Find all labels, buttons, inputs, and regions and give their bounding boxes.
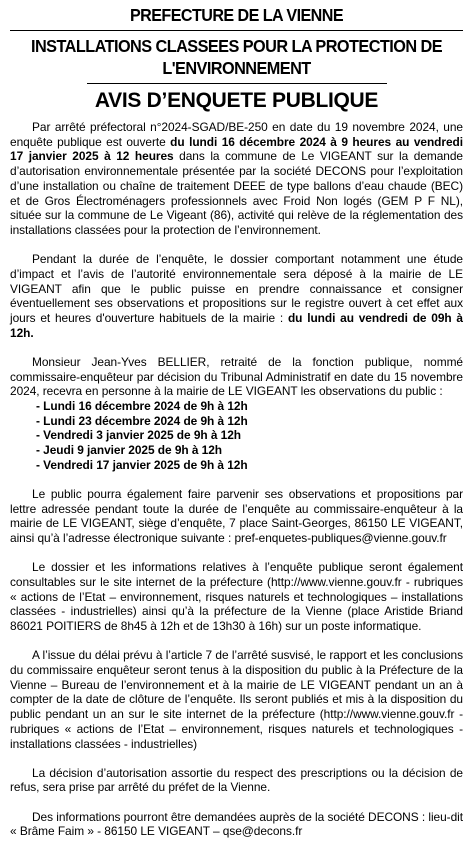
paragraph-contact: Des informations pourront être demandées auprès de la société DECONS : lieu-dit « Brâme Faim » - 86150 LE VIGEANT – qse@decons.fr: [10, 809, 463, 839]
notice-body: [10, 120, 463, 839]
paragraph-arrete: [10, 120, 463, 238]
paragraph-consultation: Le dossier et les informations relatives à l’enquête publique seront également consultables sur le site internet de la préfecture (http://www.vienne.gouv.fr - rubriques « actions de l’Etat – environnement, risques naturels et technologiques – installations classées - industrielles) ainsi qu’à la préfecture de la Vienne (place Aristide Briand 86021 POITIERS de 8h45 à 12h et de 13h30 à 16h) sur un poste informatique.: [10, 560, 463, 634]
list-item: - Vendredi 17 janvier 2025 de 9h à 12h: [36, 457, 248, 472]
list-item: - Lundi 16 décembre 2024 de 9h à 12h: [36, 398, 248, 413]
paragraph-dossier: [10, 252, 463, 340]
subtitle-line-1: INSTALLATIONS CLASSEES POUR LA PROTECTION DE: [31, 36, 442, 56]
divider: [87, 83, 387, 84]
notice-title: AVIS D’ENQUETE PUBLIQUE: [94, 89, 379, 112]
notice-subtitle: [10, 35, 463, 79]
paragraph-decision: La décision d’autorisation assortie du respect des prescriptions ou la décision de refus, sera prise par arrêté du préfet de la Vienne.: [10, 765, 463, 795]
subtitle-line-2: L'ENVIRONNEMENT: [162, 58, 311, 78]
divider: [10, 30, 463, 31]
enquiry-period: du lundi 16 décembre 2024 à 9 heures au vendredi 17 janvier 2025 à 12 heures: [10, 134, 463, 164]
paragraph-text: Par arrêté préfectoral n°2024-SGAD/BE-250 en date du 19 novembre 2024, une enquête publique est ouverte: [10, 120, 463, 149]
list-item: - Vendredi 3 janvier 2025 de 9h à 12h: [36, 428, 242, 443]
list-item: - Lundi 23 décembre 2024 de 9h à 12h: [36, 413, 248, 428]
permanence-dates-list: [36, 399, 463, 473]
paragraph-commissaire: Monsieur Jean-Yves BELLIER, retraité de la fonction publique, nommé commissaire-enquêteur par décision du Tribunal Administratif en date du 15 novembre 2024, recevra en personne à la mairie de LE VIGEANT les observations du public :: [10, 354, 463, 399]
paragraph-text: dans la commune de Le VIGEANT sur la demande d’autorisation environnementale présentée par la société DECONS pour l’exploitation d’une installation ou chaîne de traitement DEEE de type ballons d’eau chaude (BEC) et de Gros Électroménagers professionnels avec Froid Non logés (GEM P F NL), située sur la commune de Le Vigeant (86), activité qui relève de la réglementation des installations classées pour la protection de l’environnement.: [10, 149, 463, 237]
prefecture-heading: PREFECTURE DE LA VIENNE: [129, 5, 344, 25]
paragraph-rapport: A l’issue du délai prévu à l’article 7 de l’arrêté susvisé, le rapport et les conclusions du commissaire enquêteur seront tenus à la disposition du public à la Préfecture de la Vienne – Bureau de l’environnement et à la mairie de LE VIGEANT pendant un an à compter de la date de clôture de l’enquête. Ils seront publiés et mis à la disposition du public pendant un an sur le site internet de la préfecture (http://www.vienne.gouv.fr - rubriques « actions de l’Etat – environnement, risques naturels et technologiques - installations classées - industrielles): [10, 648, 463, 751]
paragraph-courrier: Le public pourra également faire parvenir ses observations et propositions par lettre adressée pendant toute la durée de l’enquête au commissaire-enquêteur à la mairie de LE VIGEANT, siège d’enquête, 7 place Saint-Georges, 86150 LE VIGEANT, ainsi qu’à l’adresse électronique suivante : pref-enquetes-publiques@vienne.gouv.fr: [10, 486, 463, 546]
paragraph-text: Pendant la durée de l’enquête, le dossier comportant notamment une étude d’impact et l’avis de l’autorité environnementale sera déposé à la mairie de LE VIGEANT afin que le public puisse en prendre connaissance et consigner éventuellement ses observations et propositions sur le registre ouvert à cet effet aux jours et heures d'ouverture habituels de la mairie :: [10, 252, 463, 325]
opening-hours: du lundi au vendredi de 09h à 12h.: [10, 310, 463, 340]
list-item: - Jeudi 9 janvier 2025 de 9h à 12h: [36, 443, 223, 458]
